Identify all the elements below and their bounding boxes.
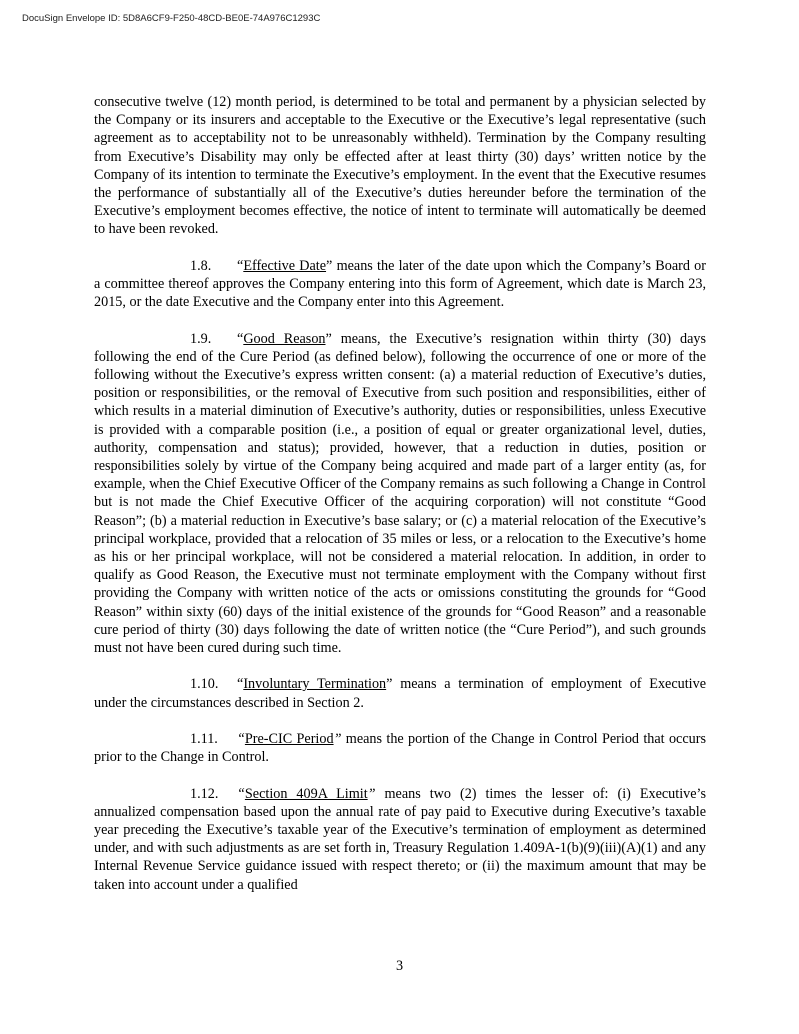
open-quote: “ <box>237 731 245 748</box>
section-number: 1.9. <box>190 330 212 347</box>
section-number: 1.10. <box>190 676 219 693</box>
section-body: means, the Executive’s resignation within thirty (30) days following the end of the Cure Period (as defined below), following the occurrence of one or more of the following without the Executive’s express written consent: (a) a material reduction of Executive’s duties, position or responsibilities, or the removal of Executive from such position and responsibilities, either of which results in a material diminution of Executive’s authority, duties or responsibilities, unless Executive is provided with a comparable position (i.e., a position of equal or greater organizational level, duties, authority, compensation and status); provided, however, that a reduction in duties, position or responsibilities solely by virtue of the Company being acquired and made part of a larger entity (as, for example, when the Chief Executive Officer of the Company remains as such following a Change in Control but is not made the Chief Executive Officer of the acquiring corporation) will not constitute “Good Reason”; (b) a material reduction in Executive’s base salary; or (c) a material relocation of the Executive’s principal workplace, provided that a relocation of 35 miles or less, or a relocation to the Executive’s home as his or her principal workplace, will not be considered a material relocation. In addition, in order to qualify as Good Reason, the Executive must not terminate employment with the Company without first providing the Company with written notice of the acts or omissions constituting the grounds for “Good Reason” within sixty (60) days of the initial existence of the grounds for “Good Reason” and a reasonable cure period of thirty (30) days following the date of written notice (the “Cure Period”), and such grounds must not have been cured during such time. <box>94 330 706 657</box>
open-quote: “ <box>237 330 244 347</box>
section-body: means the later of the date upon which the Company’s Board or a committee thereof approves the Company entering into this form of Agreement, which date is March 23, 2015, or the date Executive and the Company enter into this Agreement. <box>94 257 706 311</box>
page-number: 3 <box>395 958 404 974</box>
open-quote: “ <box>237 676 244 693</box>
close-quote: ” <box>326 257 333 274</box>
continuation-paragraph: consecutive twelve (12) month period, is determined to be total and permanent by a physician selected by the Company or its insurers and acceptable to the Executive or the Executive’s legal representative (such agreement as to acceptability not to be unreasonably withheld). Termination by the Company resulting from Executive’s Disability may only be effected after at least thirty (30) days’ written notice by the Company of its intention to terminate the Executive’s employment. In the event that the Executive resumes the performance of substantially all of the Executive’s duties hereunder before the termination of the Executive’s employment becomes effective, the notice of intent to terminate will automatically be deemed to have been revoked. <box>94 94 706 238</box>
close-quote: ” <box>386 676 393 693</box>
section-body: means two (2) times the lesser of: (i) Executive’s annualized compensation based upon the annual rate of pay paid to Executive during Executive’s taxable year preceding the Executive’s taxable year of the Executive’s termination of employment as determined under, and with such adjustments as are set forth in, Treasury Regulation 1.409A-1(b)(9)(iii)(A)(1) and any Internal Revenue Service guidance issued with respect thereto; or (ii) the maximum amount that may be taken into account under a qualified <box>94 785 707 893</box>
docusign-envelope-id: DocuSign Envelope ID: 5D8A6CF9-F250-48CD-BE0E-74A976C1293C <box>22 13 321 24</box>
section-body: means the portion of the Change in Control Period that occurs prior to the Change in Control. <box>94 731 706 766</box>
section-1-10 <box>94 675 706 711</box>
defined-term-involuntary-termination: Involuntary Termination <box>243 676 387 693</box>
defined-term-pre-cic-period: Pre-CIC Period <box>244 731 334 748</box>
close-quote: ” <box>325 330 332 347</box>
close-quote: ” <box>333 731 342 748</box>
defined-term-good-reason: Good Reason <box>243 330 326 347</box>
close-quote: ” <box>367 785 376 802</box>
section-body: means a termination of employment of Executive under the circumstances described in Section 2. <box>94 676 707 711</box>
section-1-12 <box>94 785 706 894</box>
section-1-11 <box>94 730 706 766</box>
open-quote: “ <box>237 785 245 802</box>
section-1-9 <box>94 330 706 658</box>
section-number: 1.12. <box>190 785 219 802</box>
document-body <box>94 93 706 912</box>
section-number: 1.11. <box>190 731 218 748</box>
defined-term-effective-date: Effective Date <box>243 257 327 274</box>
defined-term-section-409a-limit: Section 409A Limit <box>244 785 368 802</box>
section-number: 1.8. <box>190 257 212 274</box>
open-quote: “ <box>237 257 244 274</box>
section-1-8 <box>94 257 706 312</box>
